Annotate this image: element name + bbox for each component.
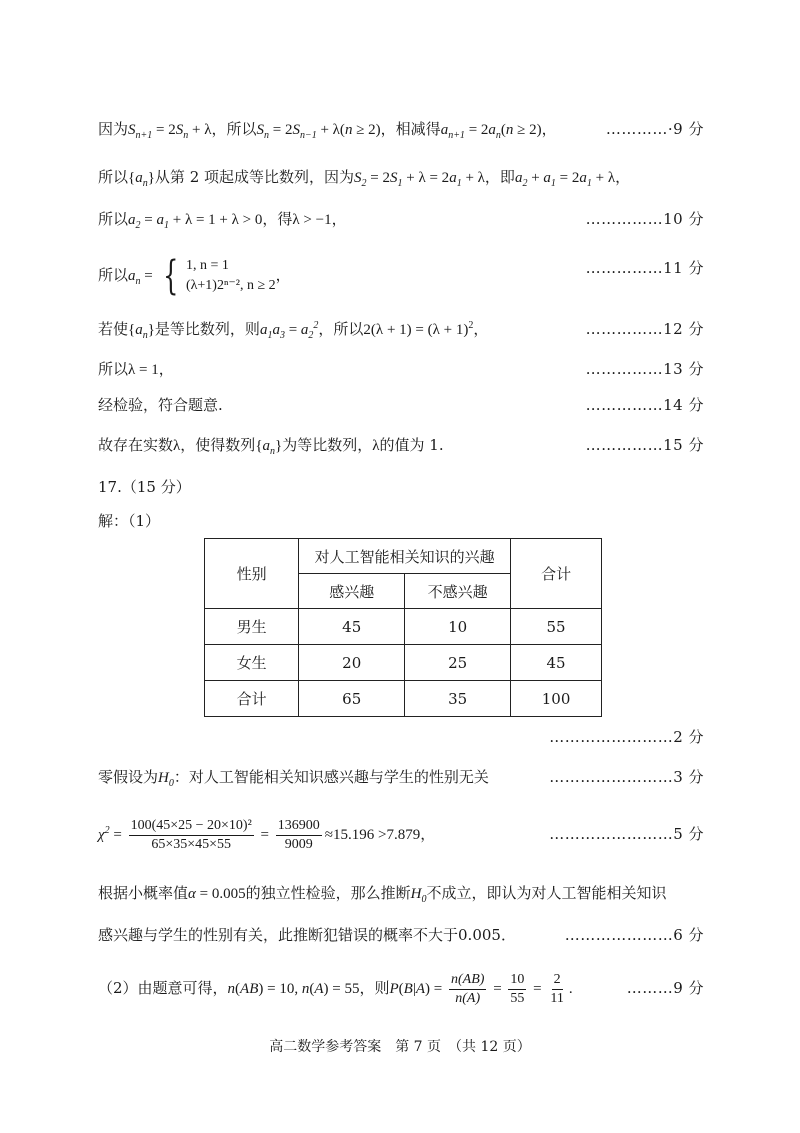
numerator: 2 — [552, 971, 563, 990]
cell: 65 — [299, 681, 405, 717]
score-mark: ……………11 分 — [585, 259, 704, 277]
text: 是等比数列，则 — [154, 320, 260, 338]
score-mark: …………………6 分 — [564, 926, 704, 944]
denominator: 55 — [510, 990, 525, 1006]
text: 所以 — [98, 360, 129, 378]
text: ，相减得 — [380, 120, 441, 138]
score-mark: ……………13 分 — [585, 360, 704, 378]
score-line-2 — [98, 724, 704, 750]
header-interest: 对人工智能相关知识的兴趣 — [299, 539, 511, 574]
solution-line-6: 所以λ = 1， ……………13 分 — [98, 356, 704, 382]
text: 所以 — [98, 266, 129, 284]
cell: 45 — [299, 609, 405, 645]
score-mark: ……………………5 分 — [549, 825, 704, 843]
text: 经检验，符合题意. — [98, 396, 223, 414]
piecewise-formula: { 1, n = 1 (λ+1)2ⁿ⁻², n ≥ 2 — [163, 253, 276, 299]
cell: 55 — [511, 609, 602, 645]
part-2-line: （2）由题意可得，n(AB) = 10, n(A) = 55，则P(B|A) = $\frac{n(AB)}{n(A)}$ = $\frac{10}{55}$ = $\frac{2}{11}$ . ………9 分 — [98, 968, 704, 1008]
numerator: 136900 — [276, 817, 322, 836]
denominator: 9009 — [284, 836, 313, 852]
problem-17-heading — [98, 474, 704, 500]
solution-line-7 — [98, 392, 704, 418]
score-mark: ……………12 分 — [585, 320, 704, 338]
text: 根据小概率值 — [98, 884, 189, 902]
row-label: 合计 — [205, 681, 299, 717]
numerator: 100(45×25 − 20×10)² — [129, 817, 254, 836]
score-mark: ……………14 分 — [585, 396, 704, 414]
text: 不成立，即认为对人工智能相关知识 — [426, 884, 667, 902]
page-footer: 高二数学参考答案 第 7 页 （共 12 页） — [269, 1039, 531, 1055]
score-mark: ……………10 分 — [585, 210, 704, 228]
numerator: 10 — [508, 971, 526, 990]
text: ，所以 — [318, 320, 364, 338]
text: ，即 — [484, 168, 515, 186]
text: 因为 — [98, 120, 129, 138]
header-total: 合计 — [511, 539, 602, 609]
text: ，则 — [359, 979, 390, 997]
text: ， — [615, 168, 631, 186]
chi-square-line: $\chi^2$ = $\frac{\text{100(45×25 − 20×10)²}}{65\times 35\times 45\times 55}$ = $\frac{136900}{9009}$ ≈15.196 >7.879， ……………………5 分 — [98, 814, 704, 854]
cell: 35 — [405, 681, 511, 717]
text: 感兴趣与学生的性别有关，此推断犯错误的概率不大于0.005． — [98, 926, 516, 944]
conclusion-line-2 — [98, 922, 704, 948]
text: 所以 — [98, 168, 129, 186]
probability-fraction-1 — [449, 971, 486, 1008]
solution-line-1: 因为$S_{n+1} = 2S_n + \lambda$，所以$S_n = 2S_{n-1} + \lambda(n \ge 2)$，相减得$a_{n+1} = 2a_n(n \ge 2)$， …………·9 分 — [98, 116, 704, 142]
contingency-table — [204, 538, 602, 717]
chi-fraction-1 — [129, 817, 254, 854]
text: 零假设为 — [98, 768, 159, 786]
case-1: 1, n = 1 — [185, 258, 229, 273]
score-mark: ……………………3 分 — [549, 768, 704, 786]
text: ， — [158, 360, 174, 378]
text: 为等比数列， — [282, 436, 373, 454]
text: （2）由题意可得， — [98, 979, 228, 997]
text: 故存在实数 — [98, 436, 174, 454]
case-2: (λ+1)2ⁿ⁻², n ≥ 2 — [185, 278, 276, 293]
denominator: n(A) — [455, 990, 481, 1006]
text: ，使得数列 — [180, 436, 256, 454]
numerator: n(AB) — [449, 971, 486, 990]
cell: 45 — [511, 645, 602, 681]
cell: 100 — [511, 681, 602, 717]
text: ，所以 — [211, 120, 257, 138]
solution-line-8: 故存在实数λ，使得数列$\{a_n\}$为等比数列，λ的值为 1. ……………15 分 — [98, 432, 704, 458]
score-mark: ……………15 分 — [585, 436, 704, 454]
cell: 25 — [405, 645, 511, 681]
text: ， — [275, 266, 291, 284]
solution-line-2: 所以$\{a_n\}$从第 2 项起成等比数列，因为$S_2 = 2S_1 + \lambda = 2a_1 + \lambda$，即$a_2 + a_1 = 2a_1 + \lambda$， — [98, 168, 631, 189]
row-label: 女生 — [205, 645, 299, 681]
text: 解：（1） — [98, 512, 161, 530]
table-row — [205, 609, 602, 645]
text: 的值为 1. — [379, 436, 444, 454]
table-row — [205, 645, 602, 681]
score-mark: ………9 分 — [626, 979, 704, 997]
probability-fraction-2 — [508, 971, 526, 1008]
chi-fraction-2 — [276, 817, 322, 854]
score-mark: ……………………2 分 — [549, 728, 704, 746]
header-interested: 感兴趣 — [299, 574, 405, 609]
text: ， — [473, 320, 489, 338]
denominator: 65×35×45×55 — [151, 836, 232, 852]
solution-line-4: 所以$a_n$ = { 1, n = 1 (λ+1)2ⁿ⁻², n ≥ 2 ， ……………11 分 — [98, 256, 704, 292]
row-label: 男生 — [205, 609, 299, 645]
header-not-interested: 不感兴趣 — [405, 574, 511, 609]
text: 从第 2 项起成等比数列，因为 — [154, 168, 355, 186]
part-1-heading — [98, 508, 704, 534]
text: 的独立性检验，那么推断 — [245, 884, 411, 902]
text: 所以 — [98, 210, 129, 228]
text: 若使 — [98, 320, 129, 338]
text: 17.（15 分） — [98, 478, 191, 496]
solution-line-3: 所以$a_2 = a_1 + \lambda = 1 + \lambda > 0$，得λ > −1， ……………10 分 — [98, 206, 704, 232]
text: ， — [331, 210, 347, 228]
header-gender: 性别 — [205, 539, 299, 609]
text: ， — [541, 120, 557, 138]
probability-fraction-3 — [548, 971, 565, 1008]
score-mark: …………·9 分 — [605, 120, 704, 138]
cell: 10 — [405, 609, 511, 645]
cell: 20 — [299, 645, 405, 681]
chi-result: ≈15.196 >7.879， — [324, 827, 436, 843]
null-hypothesis-line: 零假设为$H_0$：对人工智能相关知识感兴趣与学生的性别无关 ……………………3 分 — [98, 764, 704, 790]
table-row — [205, 681, 602, 717]
text: ，得 — [262, 210, 293, 228]
text: ：对人工智能相关知识感兴趣与学生的性别无关 — [173, 768, 489, 786]
denominator: 11 — [550, 990, 564, 1006]
conclusion-line-1: 根据小概率值α = 0.005的独立性检验，那么推断$H_0$不成立，即认为对人工智能相关知识 — [98, 884, 667, 905]
solution-line-5: 若使$\{a_n\}$是等比数列，则$a_1a_3 = a_2^2$，所以$2(\lambda + 1) = (\lambda + 1)^2$， ……………12 分 — [98, 316, 704, 342]
